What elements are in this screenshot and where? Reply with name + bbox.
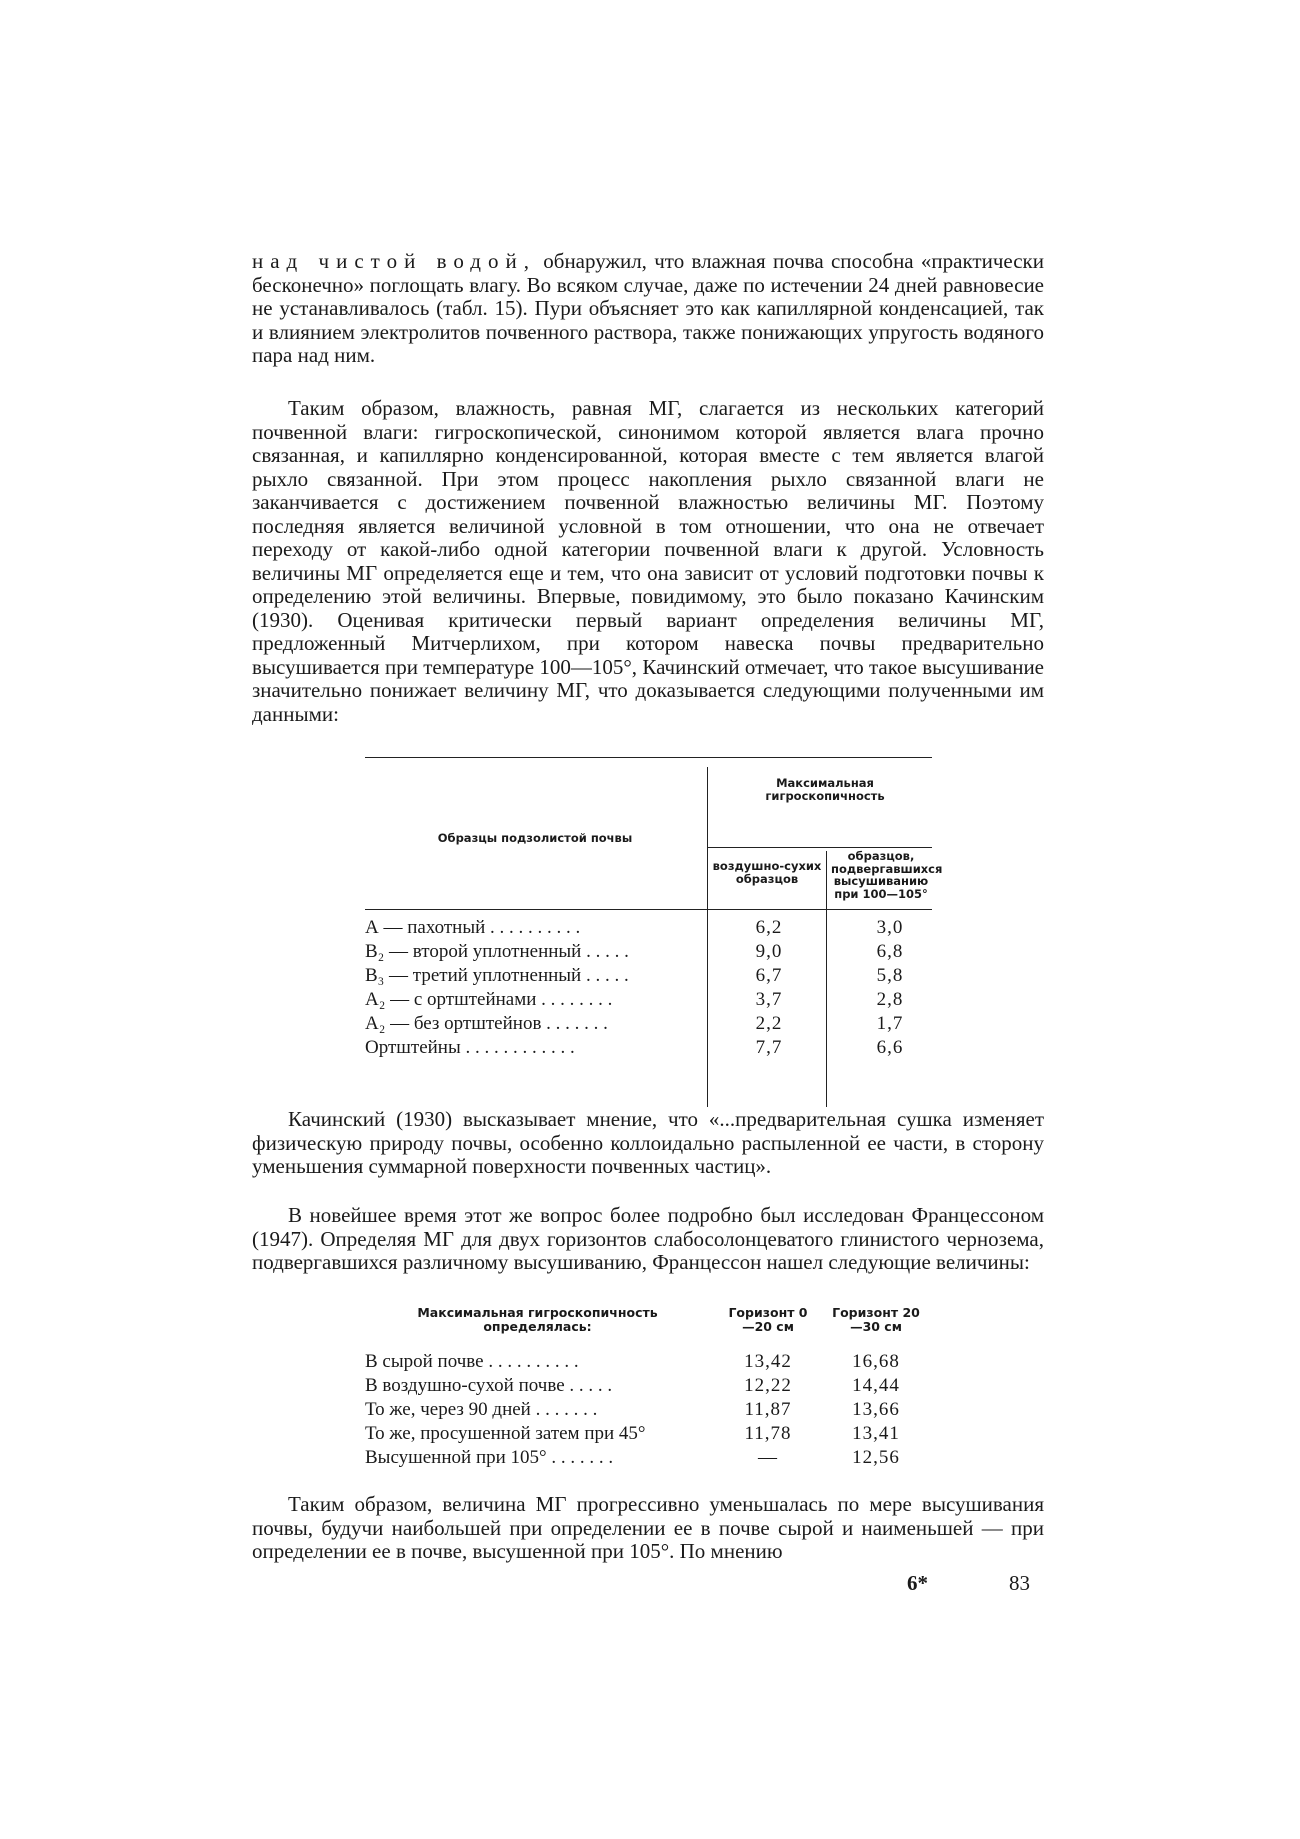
spaced-lead-words: над чистой водой,: [252, 249, 536, 273]
table-header-label: Максимальная гигроскопичность определялась:: [417, 1305, 658, 1334]
table-row: [365, 1399, 965, 1423]
row-value-col1: 13,42: [744, 1351, 792, 1372]
table-row: [365, 965, 932, 989]
row-value-col2: 13,41: [852, 1423, 900, 1444]
row-label: В воздушно-сухой почве . . . . .: [365, 1375, 613, 1396]
row-value-col1: 3,7: [755, 989, 783, 1010]
table-row: [365, 1375, 965, 1399]
row-value-col1: 12,22: [744, 1375, 792, 1396]
table-header-rule: [365, 909, 932, 910]
table-row: [365, 1037, 932, 1061]
table-header-col1: воздушно-сухих образцов: [712, 859, 822, 886]
row-value-col2: 12,56: [852, 1447, 900, 1468]
row-value-col1: 6,7: [755, 965, 783, 986]
row-label: В₃ — третий уплотненный . . . . .: [365, 965, 629, 986]
table-row: [365, 1013, 932, 1037]
row-label: В₂ — второй уплотненный . . . . .: [365, 941, 629, 962]
row-value-col2: 6,8: [876, 941, 904, 962]
row-label: То же, просушенной затем при 45°: [365, 1423, 646, 1444]
row-value-col2: 5,8: [876, 965, 904, 986]
paragraph-4: В новейшее время этот же вопрос более подробно был исследован Францессоном (1947). Определяя МГ для двух горизонтов слабосолонцеватого глинистого чернозема, подвергавшихся различному высушиванию, Францессон нашел следующие величины:: [252, 1203, 1044, 1274]
row-label: А₂ — с ортштейнами . . . . . . . .: [365, 989, 613, 1010]
paragraph-1: над чистой водой, обнаружил, что влажная почва способна «практически бесконечно» поглощать влагу. Во всяком случае, даже по истечении 24 дней равновесие не устанавливалось (табл. 15). Пури объясняет это как капиллярной конденсацией, так и влиянием электролитов почвенного раствора, также понижающих упругость водяного пара над ним.: [252, 249, 1044, 367]
row-value-col1: 7,7: [755, 1037, 783, 1058]
table-header-samples: Образцы подзолистой почвы: [437, 831, 633, 845]
paragraph-5: Таким образом, величина МГ прогрессивно уменьшалась по мере высушивания почвы, будучи наибольшей при определении ее в почве сырой и наименьшей — при определении ее в почве, высушенной при 105°. По мнению: [252, 1492, 1044, 1563]
table-top-rule: [365, 757, 932, 758]
row-value-col1: —: [758, 1447, 778, 1468]
table-row: [365, 1447, 965, 1471]
row-label: А — пахотный . . . . . . . . . .: [365, 917, 581, 938]
row-value-col2: 3,0: [876, 917, 904, 938]
table-header-col1: Горизонт 0—20 см: [728, 1305, 808, 1334]
paragraph-3: Качинский (1930) высказывает мнение, что «...предварительная сушка изменяет физическую природу почвы, особенно коллоидально распыленной ее части, в сторону уменьшения суммарной поверхности почвенных частиц».: [252, 1107, 1044, 1178]
row-value-col1: 9,0: [755, 941, 783, 962]
table-row: [365, 989, 932, 1013]
table-header-col2: Горизонт 20—30 см: [832, 1305, 920, 1334]
row-value-col2: 6,6: [876, 1037, 904, 1058]
table-row: [365, 941, 932, 965]
row-label: Высушенной при 105° . . . . . . .: [365, 1447, 614, 1468]
row-value-col1: 2,2: [755, 1013, 783, 1034]
page-number: 83: [1009, 1571, 1030, 1595]
row-label: Ортштейны . . . . . . . . . . . .: [365, 1037, 575, 1058]
table-header-col2: образцов, подвергавшихся высушиванию при 100—105°: [831, 849, 943, 901]
row-label: А₂ — без ортштейнов . . . . . . .: [365, 1013, 608, 1034]
row-value-col2: 14,44: [852, 1375, 900, 1396]
signature-mark: 6*: [907, 1571, 928, 1595]
table-header-group: Максимальная гигроскопичность: [765, 776, 885, 803]
row-value-col1: 11,87: [744, 1399, 792, 1420]
row-label: То же, через 90 дней . . . . . . .: [365, 1399, 598, 1420]
row-label: В сырой почве . . . . . . . . . .: [365, 1351, 579, 1372]
row-value-col2: 13,66: [852, 1399, 900, 1420]
row-value-col2: 1,7: [876, 1013, 904, 1034]
table-row: [365, 1351, 965, 1375]
row-value-col2: 16,68: [852, 1351, 900, 1372]
paragraph-2: Таким образом, влажность, равная МГ, слагается из нескольких категорий почвенной влаги: гигроскопической, синонимом которой является влага прочно связанная, и капиллярно конденсированной, которая вместе с тем является влагой рыхло связанной. При этом процесс накопления рыхло связанной влаги не заканчивается с достижением почвенной влажностью величины МГ. Поэтому последняя является величиной условной в том отношении, что она не отвечает переходу от какой-либо одной категории почвенной влаги к другой. Условность величины МГ определяется еще и тем, что она зависит от условий подготовки почвы к определению этой величины. Впервые, повидимому, это было показано Качинским (1930). Оценивая критически первый вариант определения величины МГ, предложенный Митчерлихом, при котором навеска почвы предварительно высушивается при температуре 100—105°, Качинский отмечает, что такое высушивание значительно понижает величину МГ, что доказывается следующими полученными им данными:: [252, 396, 1044, 726]
table-row: [365, 917, 932, 941]
row-value-col1: 11,78: [744, 1423, 792, 1444]
table-group-rule: [707, 847, 932, 848]
row-value-col2: 2,8: [876, 989, 904, 1010]
table-row: [365, 1423, 965, 1447]
row-value-col1: 6,2: [755, 917, 783, 938]
